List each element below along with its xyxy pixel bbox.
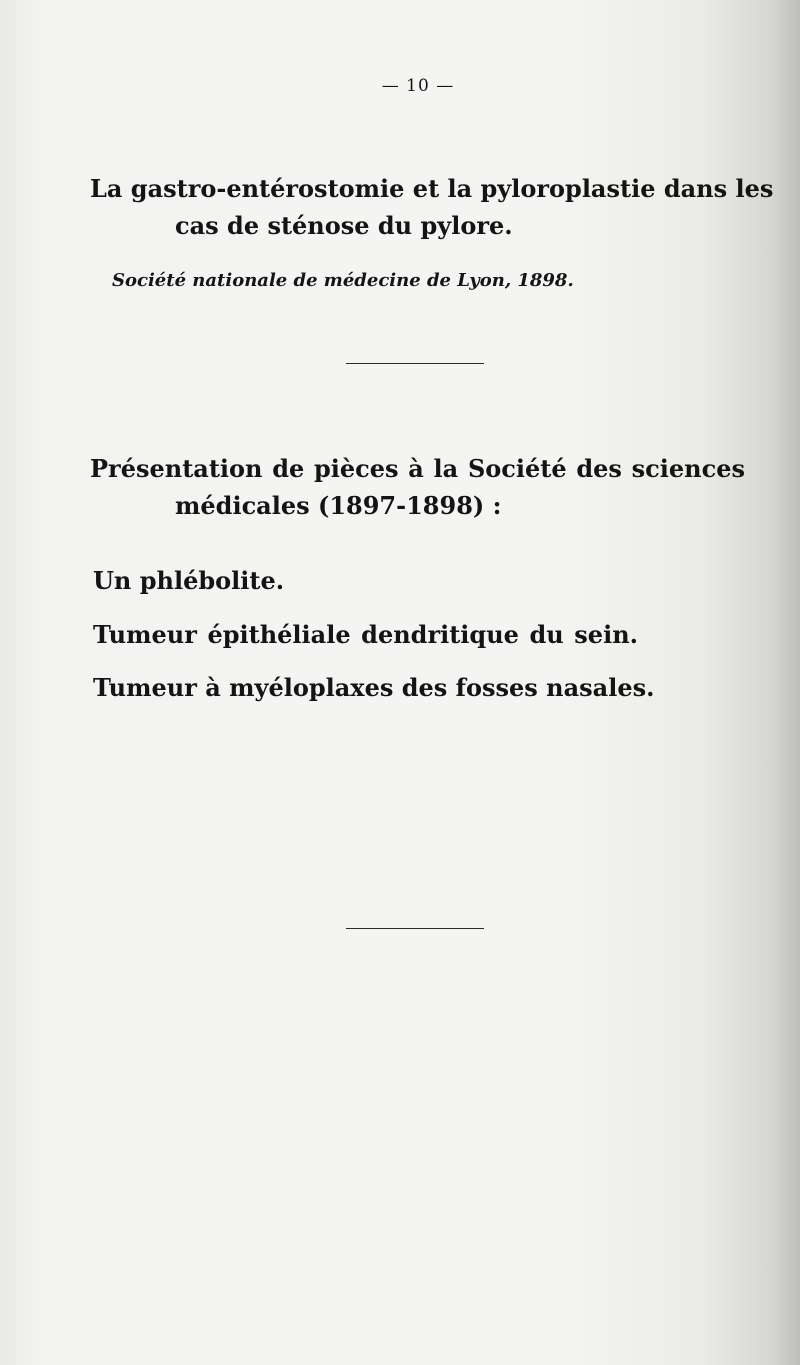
list-item-phlebolite: Un phlébolite. xyxy=(93,566,285,595)
section-divider-2 xyxy=(346,928,484,929)
entry-title-line-1: Présentation de pièces à la Société des sciences xyxy=(90,454,745,483)
entry-title-presentation xyxy=(90,450,770,524)
entry-title-line-2: cas de sténose du pylore. xyxy=(175,211,513,240)
entry-title-gastro xyxy=(90,170,774,244)
entry-title-line-2: médicales (1897-1898) : xyxy=(175,491,502,520)
list-item-tumeur-myeloplaxes: Tumeur à myéloplaxes des fosses nasales. xyxy=(93,673,655,702)
section-divider-1 xyxy=(346,363,484,364)
page-number: — 10 — xyxy=(381,76,455,96)
entry-source: Société nationale de médecine de Lyon, 1898. xyxy=(112,270,574,291)
entry-title-line-1: La gastro-entérostomie et la pyloroplastie dans les xyxy=(90,174,774,203)
list-item-tumeur-epitheliale: Tumeur épithéliale dendritique du sein. xyxy=(93,620,638,649)
